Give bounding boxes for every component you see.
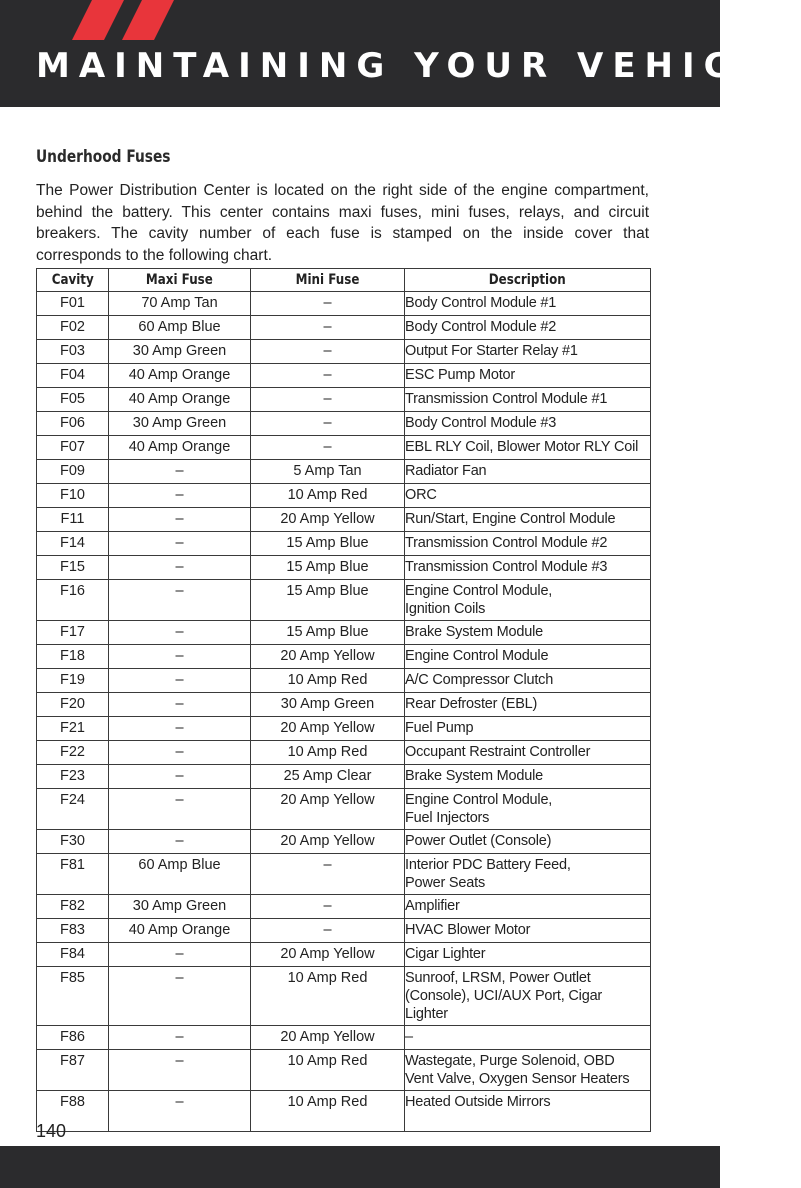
header-maxi-fuse: Maxi Fuse xyxy=(109,269,251,292)
description-cell xyxy=(405,484,651,508)
maxi-fuse-cell: – xyxy=(109,765,251,789)
table-row xyxy=(37,717,651,741)
description-cell xyxy=(405,741,651,765)
table-row xyxy=(37,895,651,919)
description-line: Power Outlet (Console) xyxy=(405,833,552,849)
maxi-fuse-cell: 60 Amp Blue xyxy=(109,316,251,340)
cavity-cell: F02 xyxy=(37,316,109,340)
description-line: Vent Valve, Oxygen Sensor Heaters xyxy=(405,1071,630,1087)
cavity-cell: F23 xyxy=(37,765,109,789)
description-cell xyxy=(405,436,651,460)
description-line: Engine Control Module, xyxy=(405,583,553,599)
maxi-fuse-cell: – xyxy=(109,1026,251,1050)
maxi-fuse-cell: – xyxy=(109,508,251,532)
maxi-fuse-cell: – xyxy=(109,460,251,484)
maxi-fuse-cell: – xyxy=(109,693,251,717)
cavity-cell: F82 xyxy=(37,895,109,919)
mini-fuse-cell: 10 Amp Red xyxy=(251,484,405,508)
description-line: Rear Defroster (EBL) xyxy=(405,696,538,712)
cavity-cell: F24 xyxy=(37,789,109,830)
maxi-fuse-cell: – xyxy=(109,669,251,693)
mini-fuse-cell: 10 Amp Red xyxy=(251,1050,405,1091)
maxi-fuse-cell: – xyxy=(109,1091,251,1132)
table-row xyxy=(37,412,651,436)
fuse-table-body xyxy=(37,292,651,1132)
mini-fuse-cell: 20 Amp Yellow xyxy=(251,943,405,967)
description-line: Fuel Injectors xyxy=(405,810,490,826)
description-line: (Console), UCI/AUX Port, Cigar xyxy=(405,988,603,1004)
description-cell xyxy=(405,967,651,1026)
description-cell xyxy=(405,854,651,895)
description-cell xyxy=(405,895,651,919)
description-cell xyxy=(405,340,651,364)
header-cavity: Cavity xyxy=(37,269,109,292)
description-line: Engine Control Module xyxy=(405,648,549,664)
maxi-fuse-cell: – xyxy=(109,717,251,741)
maxi-fuse-cell: 40 Amp Orange xyxy=(109,364,251,388)
description-cell xyxy=(405,919,651,943)
mini-fuse-cell: 15 Amp Blue xyxy=(251,621,405,645)
description-cell xyxy=(405,556,651,580)
table-row xyxy=(37,556,651,580)
table-row xyxy=(37,830,651,854)
cavity-cell: F10 xyxy=(37,484,109,508)
maxi-fuse-cell: 30 Amp Green xyxy=(109,412,251,436)
mini-fuse-cell: 10 Amp Red xyxy=(251,669,405,693)
cavity-cell: F81 xyxy=(37,854,109,895)
table-row xyxy=(37,316,651,340)
description-cell xyxy=(405,765,651,789)
description-line xyxy=(405,1111,650,1129)
maxi-fuse-cell: 40 Amp Orange xyxy=(109,919,251,943)
table-row xyxy=(37,967,651,1026)
mini-fuse-cell: – xyxy=(251,919,405,943)
description-line: EBL RLY Coil, Blower Motor RLY Coil xyxy=(405,439,639,455)
description-line: Engine Control Module, xyxy=(405,792,553,808)
mini-fuse-cell: 15 Amp Blue xyxy=(251,532,405,556)
maxi-fuse-cell: – xyxy=(109,621,251,645)
cavity-cell: F84 xyxy=(37,943,109,967)
description-line: Body Control Module #3 xyxy=(405,415,557,431)
maxi-fuse-cell: 40 Amp Orange xyxy=(109,436,251,460)
description-line: Sunroof, LRSM, Power Outlet xyxy=(405,970,591,986)
description-line: Output For Starter Relay #1 xyxy=(405,343,578,359)
maxi-fuse-cell: 30 Amp Green xyxy=(109,895,251,919)
maxi-fuse-cell: – xyxy=(109,645,251,669)
maxi-fuse-cell: – xyxy=(109,943,251,967)
description-line: Occupant Restraint Controller xyxy=(405,744,591,760)
mini-fuse-cell: 20 Amp Yellow xyxy=(251,1026,405,1050)
description-line: – xyxy=(405,1029,413,1045)
cavity-cell: F83 xyxy=(37,919,109,943)
table-row xyxy=(37,645,651,669)
description-line: Ignition Coils xyxy=(405,601,486,617)
table-row xyxy=(37,580,651,621)
mini-fuse-cell: 10 Amp Red xyxy=(251,741,405,765)
description-cell xyxy=(405,789,651,830)
cavity-cell: F15 xyxy=(37,556,109,580)
description-line: Body Control Module #2 xyxy=(405,319,557,335)
maxi-fuse-cell: 60 Amp Blue xyxy=(109,854,251,895)
cavity-cell: F85 xyxy=(37,967,109,1026)
stripe-2 xyxy=(122,0,174,40)
table-row xyxy=(37,693,651,717)
description-line: Brake System Module xyxy=(405,768,544,784)
maxi-fuse-cell: 30 Amp Green xyxy=(109,340,251,364)
description-line: Transmission Control Module #2 xyxy=(405,535,608,551)
cavity-cell: F05 xyxy=(37,388,109,412)
section-title: Underhood Fuses xyxy=(36,147,171,167)
mini-fuse-cell: 10 Amp Red xyxy=(251,1091,405,1132)
table-row xyxy=(37,1026,651,1050)
page-number: 140 xyxy=(36,1121,67,1141)
table-row xyxy=(37,508,651,532)
mini-fuse-cell: – xyxy=(251,340,405,364)
mini-fuse-cell: 30 Amp Green xyxy=(251,693,405,717)
mini-fuse-cell: 15 Amp Blue xyxy=(251,580,405,621)
mini-fuse-cell: 20 Amp Yellow xyxy=(251,830,405,854)
mini-fuse-cell: 20 Amp Yellow xyxy=(251,508,405,532)
description-cell xyxy=(405,364,651,388)
description-line: Power Seats xyxy=(405,875,486,891)
intro-paragraph: The Power Distribution Center is located on the right side of the engine compartment, behind the battery. This center contains maxi fuses, mini fuses, relays, and circuit breakers. The cavity number of each fuse is stamped on the inside cover that corresponds to the following chart. xyxy=(36,182,649,264)
cavity-cell: F20 xyxy=(37,693,109,717)
table-row xyxy=(37,854,651,895)
description-cell xyxy=(405,292,651,316)
mini-fuse-cell: – xyxy=(251,895,405,919)
mini-fuse-cell: 20 Amp Yellow xyxy=(251,645,405,669)
mini-fuse-cell: 15 Amp Blue xyxy=(251,556,405,580)
maxi-fuse-cell: – xyxy=(109,532,251,556)
maxi-fuse-cell: – xyxy=(109,556,251,580)
description-cell xyxy=(405,508,651,532)
description-line: Wastegate, Purge Solenoid, OBD xyxy=(405,1053,615,1069)
table-header-row xyxy=(37,269,651,292)
cavity-cell: F87 xyxy=(37,1050,109,1091)
description-line: Fuel Pump xyxy=(405,720,474,736)
mini-fuse-cell: – xyxy=(251,436,405,460)
description-line: Cigar Lighter xyxy=(405,946,486,962)
cavity-cell: F21 xyxy=(37,717,109,741)
description-cell xyxy=(405,621,651,645)
header-mini-fuse: Mini Fuse xyxy=(251,269,405,292)
table-row xyxy=(37,436,651,460)
mini-fuse-cell: – xyxy=(251,854,405,895)
description-cell xyxy=(405,532,651,556)
mini-fuse-cell: 20 Amp Yellow xyxy=(251,717,405,741)
maxi-fuse-cell: – xyxy=(109,789,251,830)
stripe-1 xyxy=(72,0,124,40)
mini-fuse-cell: – xyxy=(251,412,405,436)
mini-fuse-cell: 10 Amp Red xyxy=(251,967,405,1026)
description-line: Body Control Module #1 xyxy=(405,295,557,311)
table-row xyxy=(37,388,651,412)
cavity-cell: F04 xyxy=(37,364,109,388)
chapter-title: MAINTAINING YOUR VEHICLE xyxy=(36,46,801,86)
description-cell xyxy=(405,1026,651,1050)
mini-fuse-cell: – xyxy=(251,316,405,340)
description-line: Interior PDC Battery Feed, xyxy=(405,857,571,873)
maxi-fuse-cell: – xyxy=(109,741,251,765)
table-row xyxy=(37,621,651,645)
maxi-fuse-cell: – xyxy=(109,1050,251,1091)
description-line: Heated Outside Mirrors xyxy=(405,1094,551,1110)
description-cell xyxy=(405,460,651,484)
mini-fuse-cell: – xyxy=(251,388,405,412)
description-line: Transmission Control Module #1 xyxy=(405,391,608,407)
cavity-cell: F22 xyxy=(37,741,109,765)
description-cell xyxy=(405,693,651,717)
cavity-cell: F17 xyxy=(37,621,109,645)
table-row xyxy=(37,340,651,364)
maxi-fuse-cell: – xyxy=(109,580,251,621)
description-line: Brake System Module xyxy=(405,624,544,640)
cavity-cell: F19 xyxy=(37,669,109,693)
description-cell xyxy=(405,943,651,967)
header-description: Description xyxy=(405,269,651,292)
description-line: ESC Pump Motor xyxy=(405,367,516,383)
description-cell xyxy=(405,717,651,741)
cavity-cell: F88 xyxy=(37,1091,109,1132)
table-row xyxy=(37,1091,651,1132)
table-row xyxy=(37,943,651,967)
cavity-cell: F01 xyxy=(37,292,109,316)
mini-fuse-cell: 5 Amp Tan xyxy=(251,460,405,484)
description-line: Transmission Control Module #3 xyxy=(405,559,608,575)
description-cell xyxy=(405,580,651,621)
description-cell xyxy=(405,1050,651,1091)
table-row xyxy=(37,1050,651,1091)
mini-fuse-cell: – xyxy=(251,364,405,388)
description-line: Run/Start, Engine Control Module xyxy=(405,511,616,527)
description-cell xyxy=(405,1091,651,1132)
cavity-cell: F09 xyxy=(37,460,109,484)
footer-bar xyxy=(0,1146,720,1188)
description-line: HVAC Blower Motor xyxy=(405,922,531,938)
description-line: ORC xyxy=(405,487,437,503)
brand-stripes-icon xyxy=(0,0,720,40)
cavity-cell: F86 xyxy=(37,1026,109,1050)
table-row xyxy=(37,364,651,388)
description-cell xyxy=(405,830,651,854)
table-row xyxy=(37,292,651,316)
table-row xyxy=(37,484,651,508)
description-line: A/C Compressor Clutch xyxy=(405,672,554,688)
cavity-cell: F06 xyxy=(37,412,109,436)
cavity-cell: F14 xyxy=(37,532,109,556)
table-row xyxy=(37,789,651,830)
description-cell xyxy=(405,316,651,340)
cavity-cell: F18 xyxy=(37,645,109,669)
mini-fuse-cell: 20 Amp Yellow xyxy=(251,789,405,830)
description-line: Amplifier xyxy=(405,898,460,914)
description-cell xyxy=(405,412,651,436)
mini-fuse-cell: 25 Amp Clear xyxy=(251,765,405,789)
cavity-cell: F07 xyxy=(37,436,109,460)
maxi-fuse-cell: 40 Amp Orange xyxy=(109,388,251,412)
table-row xyxy=(37,741,651,765)
table-row xyxy=(37,532,651,556)
page-header xyxy=(0,0,801,107)
maxi-fuse-cell: – xyxy=(109,484,251,508)
description-cell xyxy=(405,645,651,669)
fuse-table xyxy=(36,268,651,1132)
description-line: Radiator Fan xyxy=(405,463,487,479)
mini-fuse-cell: – xyxy=(251,292,405,316)
cavity-cell: F11 xyxy=(37,508,109,532)
table-row xyxy=(37,765,651,789)
maxi-fuse-cell: 70 Amp Tan xyxy=(109,292,251,316)
cavity-cell: F03 xyxy=(37,340,109,364)
maxi-fuse-cell: – xyxy=(109,967,251,1026)
cavity-cell: F30 xyxy=(37,830,109,854)
description-cell xyxy=(405,388,651,412)
cavity-cell: F16 xyxy=(37,580,109,621)
table-row xyxy=(37,669,651,693)
description-cell xyxy=(405,669,651,693)
maxi-fuse-cell: – xyxy=(109,830,251,854)
description-line: Lighter xyxy=(405,1006,448,1022)
table-row xyxy=(37,919,651,943)
table-row xyxy=(37,460,651,484)
